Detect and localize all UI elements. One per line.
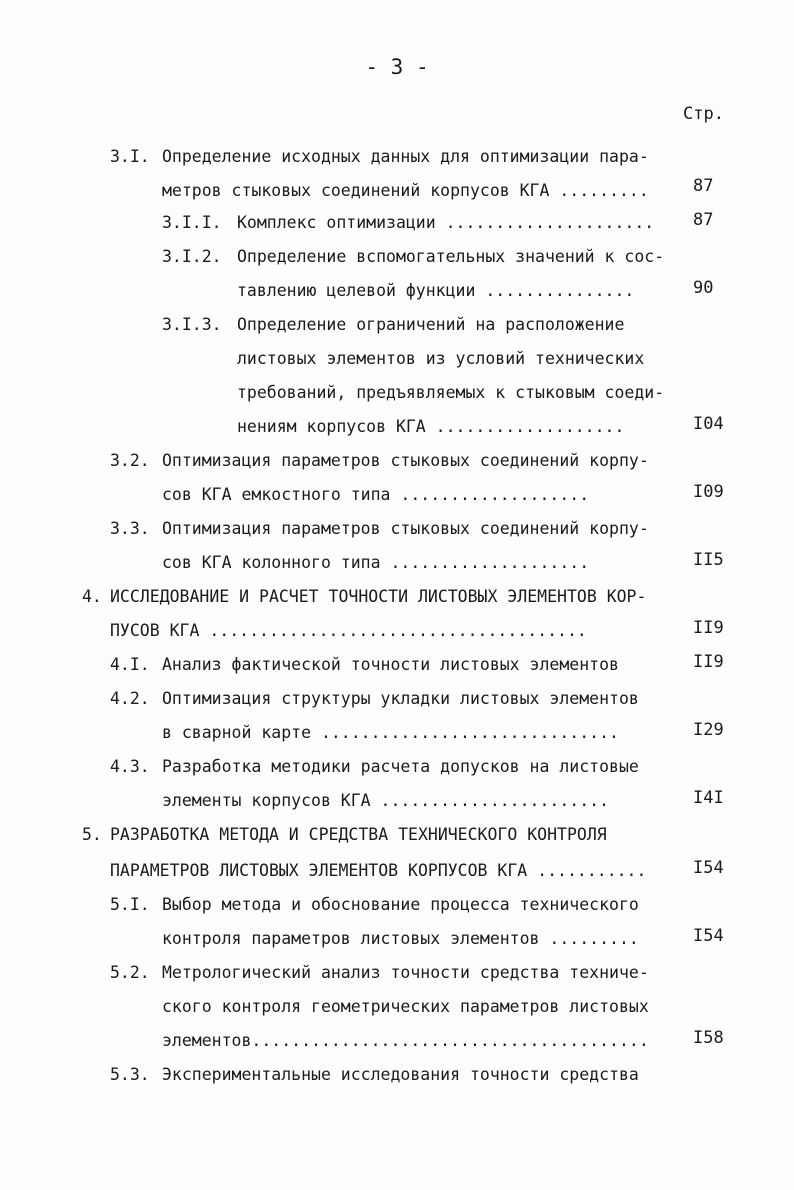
entry-text: ИССЛЕДОВАНИЕ И РАСЧЕТ ТОЧНОСТИ ЛИСТОВЫХ ЭЛЕМЕНТОВ КОР- <box>110 586 647 606</box>
entry-number: 3.I.3. <box>162 314 222 334</box>
toc-entry-3-1-3-line3 <box>237 376 689 408</box>
toc-entry-5-2-line3 <box>162 1024 677 1056</box>
toc-entry-5-3-line1 <box>110 1058 680 1090</box>
entry-text: сов КГА колонного типа .................... <box>162 552 590 572</box>
entry-number: 5.3. <box>110 1064 150 1084</box>
entry-text: Экспериментальные исследования точности средства <box>162 1064 639 1084</box>
entry-page: II9 <box>693 652 724 672</box>
entry-page: II5 <box>693 550 724 570</box>
entry-text: элементов........................................ <box>162 1030 649 1050</box>
entry-text: требований, предъявляемых к стыковым соеди- <box>237 382 665 402</box>
page-number: - 3 - <box>365 55 429 79</box>
entry-page: 87 <box>693 210 714 230</box>
entry-text: Комплекс оптимизации ..................... <box>237 212 655 232</box>
toc-entry-3-1-3-line1 <box>162 308 682 340</box>
entry-number: 3.I.I. <box>162 212 222 232</box>
entry-text: Определение ограничений на расположение <box>237 314 625 334</box>
toc-entry-3-2-line1 <box>110 444 680 476</box>
toc-entry-4-line2 <box>110 614 677 646</box>
entry-text: Анализ фактической точности листовых элементов <box>162 654 619 674</box>
entry-text: Определение исходных данных для оптимизации пара- <box>162 146 649 166</box>
entry-page: I04 <box>693 414 724 434</box>
entry-text: ского контроля геометрических параметров листовых <box>162 996 649 1016</box>
entry-text: ПАРАМЕТРОВ ЛИСТОВЫХ ЭЛЕМЕНТОВ КОРПУСОВ КГА ........... <box>110 860 647 880</box>
toc-entry-5-line1 <box>82 818 682 850</box>
entry-text: Оптимизация структуры укладки листовых элементов <box>162 688 639 708</box>
entry-number: 3.2. <box>110 450 150 470</box>
entry-number: 4.3. <box>110 756 150 776</box>
toc-entry-3-3-line2 <box>162 546 677 578</box>
entry-text: элементы корпусов КГА ....................... <box>162 790 610 810</box>
toc-entry-3-1-line2 <box>162 174 677 206</box>
entry-page: 90 <box>693 278 714 298</box>
entry-text: метров стыковых соединений корпусов КГА ......... <box>162 180 649 200</box>
entry-number: 3.3. <box>110 518 150 538</box>
entry-number: 5. <box>82 824 102 844</box>
toc-entry-3-1-1 <box>162 206 682 238</box>
entry-text: сов КГА емкостного типа ................... <box>162 484 590 504</box>
toc-entry-5-2-line1 <box>110 956 680 988</box>
entry-text: Оптимизация параметров стыковых соединений корпу- <box>162 518 649 538</box>
toc-entry-5-line2 <box>110 854 677 886</box>
entry-text: Оптимизация параметров стыковых соединений корпу- <box>162 450 649 470</box>
entry-text: листовых элементов из условий технических <box>237 348 645 368</box>
toc-entry-3-1-3-line4 <box>237 410 679 442</box>
toc-entry-3-3-line1 <box>110 512 680 544</box>
toc-entry-3-1-2-line2 <box>237 274 679 306</box>
toc-entry-5-2-line2 <box>162 990 682 1022</box>
entry-number: 4.2. <box>110 688 150 708</box>
toc-entry-5-1-line1 <box>110 888 680 920</box>
toc-entry-3-1-line1 <box>110 140 680 172</box>
entry-text: контроля параметров листовых элементов ......... <box>162 928 639 948</box>
toc-entry-4-line1 <box>82 580 682 612</box>
toc-entry-4-2-line1 <box>110 682 680 714</box>
entry-text: РАЗРАБОТКА МЕТОДА И СРЕДСТВА ТЕХНИЧЕСКОГО КОНТРОЛЯ <box>110 824 607 844</box>
entry-page: I58 <box>693 1028 724 1048</box>
entry-page: I54 <box>693 926 724 946</box>
entry-text: в сварной карте .............................. <box>162 722 619 742</box>
toc-entry-3-1-2-line1 <box>162 240 687 272</box>
entry-page: II9 <box>693 618 724 638</box>
toc-entry-3-1-3-line2 <box>237 342 677 374</box>
entry-number: 4.I. <box>110 654 150 674</box>
entry-page: I09 <box>693 482 724 502</box>
toc-entry-5-1-line2 <box>162 922 677 954</box>
entry-text: Определение вспомогательных значений к сос- <box>237 246 665 266</box>
entry-number: 3.I. <box>110 146 150 166</box>
toc-entry-3-2-line2 <box>162 478 677 510</box>
toc-entry-4-3-line1 <box>110 750 680 782</box>
entry-text: Выбор метода и обоснование процесса технического <box>162 894 639 914</box>
entry-text: тавлению целевой функции ............... <box>237 280 635 300</box>
pages-column-label: Стр. <box>683 104 724 124</box>
entry-text: ПУСОВ КГА ...................................... <box>110 620 587 640</box>
entry-page: I54 <box>693 858 724 878</box>
toc-entry-4-3-line2 <box>162 784 677 816</box>
entry-text: нениям корпусов КГА ................... <box>237 416 625 436</box>
entry-page: 87 <box>693 176 714 196</box>
entry-number: 3.I.2. <box>162 246 222 266</box>
entry-page: I4I <box>693 788 724 808</box>
entry-number: 5.I. <box>110 894 150 914</box>
entry-text: Метрологический анализ точности средства техниче- <box>162 962 649 982</box>
toc-entry-4-2-line2 <box>162 716 677 748</box>
toc-entry-4-1 <box>110 648 680 680</box>
entry-number: 5.2. <box>110 962 150 982</box>
entry-page: I29 <box>693 720 724 740</box>
entry-number: 4. <box>82 586 102 606</box>
entry-text: Разработка методики расчета допусков на листовые <box>162 756 639 776</box>
